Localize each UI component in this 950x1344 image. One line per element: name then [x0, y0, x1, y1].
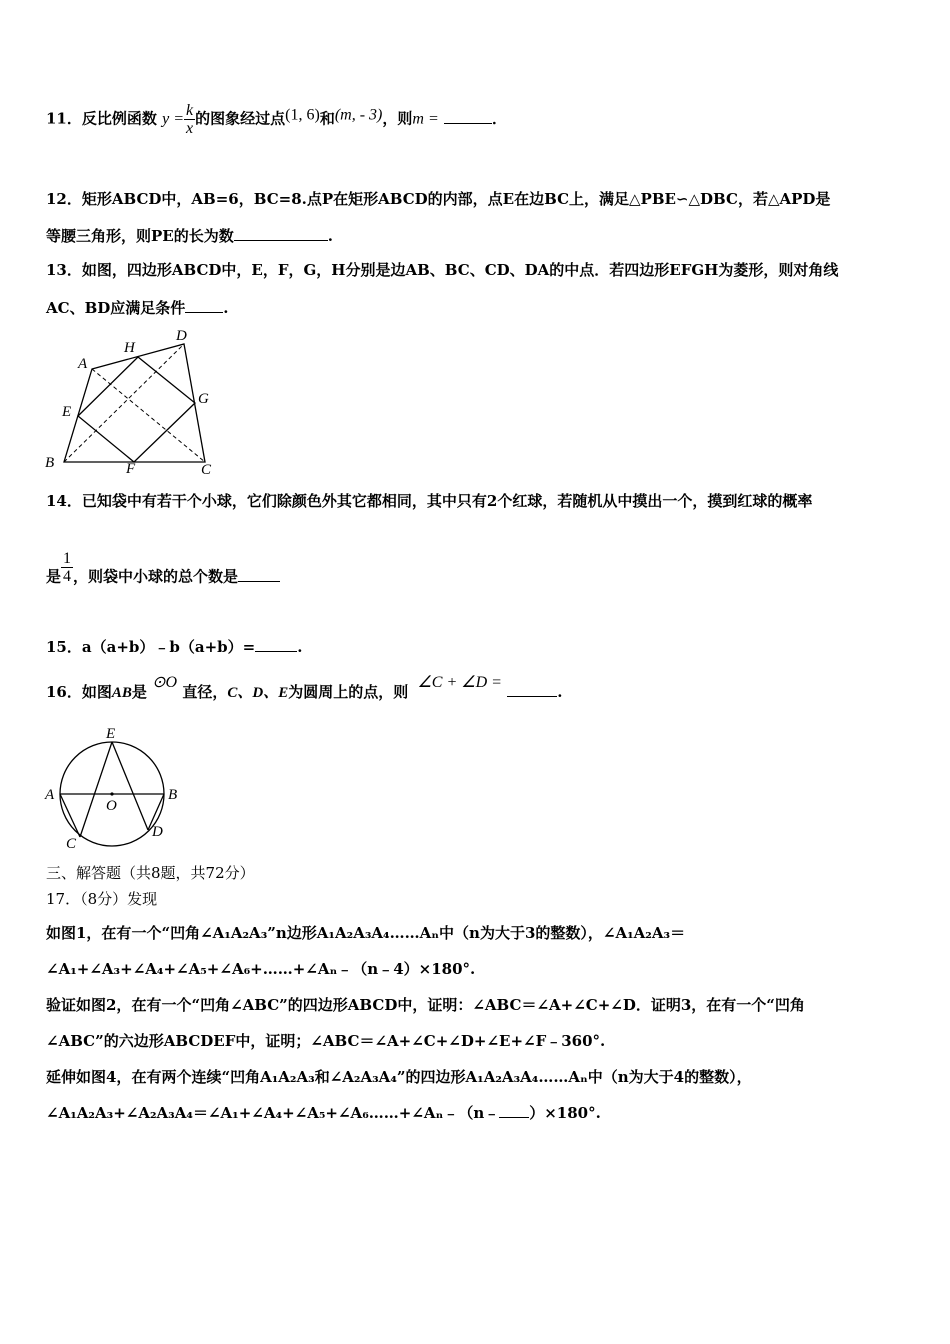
question-17-line2: ∠A₁+∠A₃+∠A₄+∠A₅+∠A₆+……+∠Aₙ﹣（n﹣4）×180°. [46, 960, 476, 978]
answer-blank[interactable] [234, 226, 328, 241]
question-17-line5: 延伸如图4，在有两个连续“凹角A₁A₂A₃和∠A₂A₃A₄”的四边形A₁A₂A₃A₄……Aₙ中（n为大于4的整数）， [46, 1068, 752, 1086]
question-16: 16．如图AB是 ⊙O 直径，C、D、E为圆周上的点，则 ∠C + ∠D = . [46, 674, 563, 701]
label-o: O [106, 798, 117, 814]
question-17-line1: 如图1，在有一个“凹角∠A₁A₂A₃”n边形A₁A₂A₃A₄……Aₙ中（n为大于3的整数），∠A₁A₂A₃＝ [46, 924, 686, 942]
label-c: C [66, 836, 77, 852]
question-17-line4: ∠ABC”的六边形ABCDEF中，证明；∠ABC＝∠A+∠C+∠D+∠E+∠F﹣360°. [46, 1032, 606, 1050]
center-dot [110, 792, 113, 795]
answer-blank[interactable] [507, 682, 557, 697]
question-12-line2: 等腰三角形，则PE的长为数 . [46, 227, 333, 245]
question-11: 11．反比例函数 y = $\frac{k}{x}$ 的图象经过点(1, 6)和(m, - 3)，则m = ． [46, 102, 507, 137]
quadrilateral-efgh [78, 357, 195, 462]
label-f: F [126, 461, 136, 477]
circle-figure [40, 722, 190, 852]
question-14-line1: 14．已知袋中有若干个小球，它们除颜色外其它都相同，其中只有2个红球，若随机从中摸出一个，摸到红球的概率 [46, 492, 813, 510]
label-b: B [168, 787, 178, 803]
section-3-title: 三、解答题（共8题，共72分） [46, 864, 255, 882]
point-1: (1, 6) [285, 106, 320, 124]
chord-ac [60, 794, 80, 837]
function-expr: y = [162, 110, 185, 128]
label-g: G [198, 391, 209, 407]
answer-blank[interactable] [238, 567, 280, 582]
label-d: D [152, 824, 163, 840]
question-15: 15．a（a+b）﹣b（a+b）= . [46, 638, 303, 656]
fraction-k-over-x: $\frac{k}{x}$ [186, 102, 194, 137]
label-d: D [176, 328, 187, 344]
chord-ec [80, 742, 112, 837]
fraction-one-quarter: $\frac{1}{4}$ [63, 550, 72, 585]
answer-blank[interactable] [185, 298, 223, 313]
answer-blank[interactable] [255, 637, 297, 652]
label-h: H [124, 340, 135, 356]
question-17-line6: ∠A₁A₂A₃+∠A₂A₃A₄＝∠A₁+∠A₄+∠A₅+∠A₆……+∠Aₙ﹣（n﹣ ）×180°. [46, 1104, 601, 1122]
question-13-line1: 13．如图，四边形ABCD中，E，F，G，H分别是边AB、BC、CD、DA的中点．若四边形EFGH为菱形，则对角线 [46, 261, 839, 279]
label-b: B [45, 455, 55, 471]
quadrilateral-figure [40, 322, 230, 477]
label-e: E [106, 726, 116, 742]
question-13-line2: AC、BD应满足条件 . [46, 299, 229, 317]
label-a: A [78, 356, 88, 372]
circle-o: ⊙O [152, 674, 178, 691]
angle-expression: ∠C + ∠D = [417, 674, 502, 691]
question-12-line1: 12．矩形ABCD中，AB=6，BC=8.点P在矩形ABCD的内部，点E在边BC上，满足△PBE∽△DBC，若△APD是 [46, 190, 831, 208]
question-17-line3: 验证如图2，在有一个“凹角∠ABC”的四边形ABCD中，证明：∠ABC＝∠A+∠C+∠D．证明3，在有一个“凹角 [46, 996, 805, 1014]
point-2: (m, - 3) [334, 106, 383, 124]
label-e: E [62, 404, 72, 420]
label-c: C [201, 462, 212, 477]
answer-blank[interactable] [499, 1103, 529, 1118]
answer-blank[interactable] [444, 109, 492, 124]
question-14-line2: 是 $\frac{1}{4}$ ，则袋中小球的总个数是 [46, 550, 280, 587]
chord-ed [112, 742, 148, 830]
label-a: A [45, 787, 55, 803]
question-17-head: 17．（8分）发现 [46, 890, 158, 908]
